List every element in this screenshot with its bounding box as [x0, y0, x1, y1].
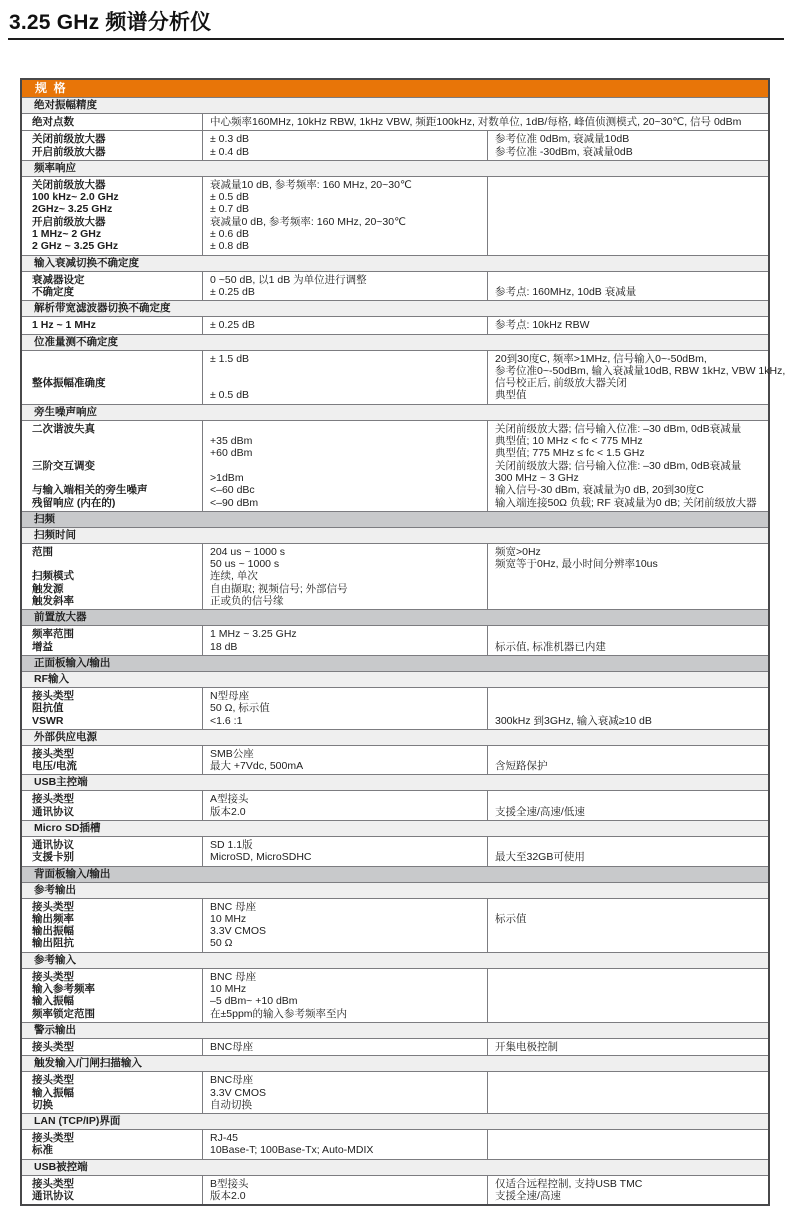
spec-line — [495, 274, 762, 286]
spec-line: 开启前级放大器 — [32, 145, 106, 158]
spec-line: 连续, 单次 — [210, 570, 258, 583]
spec-value-cell — [202, 1072, 487, 1113]
section-header: RF输入 — [22, 671, 768, 687]
spec-line — [32, 389, 196, 401]
spec-line: 3.3V CMOS — [210, 925, 267, 938]
spec-line: SMB公座 — [210, 747, 254, 760]
spec-line: +35 dBm — [210, 435, 253, 448]
spec-line: –5 dBm~ +10 dBm — [210, 995, 298, 1008]
spec-line: MicroSD, MicroSDHC — [210, 851, 312, 864]
spec-line: 1 MHz ~ 3.25 GHz — [210, 628, 297, 641]
spec-line: RJ-45 — [210, 1132, 239, 1145]
spec-value-cell — [202, 544, 487, 609]
spec-line: 50 us ~ 1000 s — [210, 558, 280, 571]
spec-line: VSWR — [32, 714, 64, 727]
spec-note-cell — [487, 131, 768, 160]
section-header: 扫频时间 — [22, 527, 768, 543]
spec-label-cell — [22, 791, 202, 820]
spec-line: 2GHz~ 3.25 GHz — [32, 203, 113, 216]
spec-block — [22, 1129, 768, 1159]
spec-line: 典型值; 775 MHz ≤ fc < 1.5 GHz — [495, 447, 645, 460]
spec-line — [495, 628, 762, 640]
spec-line: 接头类型 — [32, 747, 74, 760]
spec-line: 绝对点数 — [32, 116, 74, 128]
spec-value-cell — [202, 837, 487, 866]
spec-line: 接头类型 — [32, 900, 74, 913]
spec-line: 与输入端相关的旁生噪声 — [32, 484, 148, 497]
spec-label-cell — [22, 899, 202, 952]
spec-line: 0 ~50 dB, 以1 dB 为单位进行调整 — [210, 273, 367, 286]
spec-line: 正或负的信号缘 — [210, 595, 284, 608]
spec-label-cell — [22, 317, 202, 333]
spec-line: ± 0.25 dB — [210, 285, 255, 298]
spec-line: 电压/电流 — [32, 760, 77, 773]
spec-line: 18 dB — [210, 640, 238, 653]
spec-note-cell — [487, 1176, 768, 1205]
spec-block — [22, 790, 768, 820]
spec-line: 2 GHz ~ 3.25 GHz — [32, 240, 119, 253]
spec-line: 10 MHz — [210, 983, 247, 996]
spec-line: 300kHz 到3GHz, 输入衰减≥10 dB — [495, 714, 652, 727]
spec-line: ± 0.6 dB — [210, 228, 250, 241]
spec-value-cell — [202, 351, 487, 404]
spec-line: ± 0.3 dB — [210, 133, 250, 146]
spec-label-cell — [22, 544, 202, 609]
spec-line: 版本2.0 — [210, 805, 246, 818]
spec-line: 参考点: 10kHz RBW — [495, 319, 590, 332]
spec-line: 最大至32GB可使用 — [495, 851, 585, 864]
spec-label-cell — [22, 688, 202, 729]
spec-line: 频率范围 — [32, 628, 74, 641]
spec-line: 三阶交互调变 — [32, 459, 95, 472]
spec-value-cell — [202, 899, 487, 952]
spec-value-cell — [202, 1130, 487, 1159]
spec-line: 关闭前级放大器 — [32, 133, 106, 146]
spec-block — [22, 271, 768, 301]
spec-note-cell — [487, 544, 768, 609]
spec-line: 支援全速/高速/低速 — [495, 805, 585, 818]
spec-label-cell — [22, 272, 202, 301]
spec-value-cell — [202, 131, 487, 160]
spec-line — [495, 901, 762, 913]
section-header: 参考输入 — [22, 952, 768, 968]
spec-line: 频宽>0Hz — [495, 545, 541, 558]
spec-line — [495, 583, 762, 595]
spec-line — [210, 423, 481, 435]
spec-value-cell — [202, 626, 487, 655]
spec-line: 自由撷取; 视频信号; 外部信号 — [210, 582, 348, 595]
spec-line: 支援卡别 — [32, 851, 74, 864]
spec-line: ± 1.5 dB — [210, 352, 250, 365]
section-header: 触发输入/门闸扫描输入 — [22, 1055, 768, 1071]
spec-line: 范围 — [32, 545, 53, 558]
spec-block — [22, 1038, 768, 1055]
spec-line: ± 0.8 dB — [210, 240, 250, 253]
section-header: 扫频 — [22, 511, 768, 527]
spec-value-cell — [202, 421, 487, 511]
spec-line: 输入信号-30 dBm, 衰减量为0 dB, 20到30度C — [495, 484, 704, 497]
spec-label-cell — [22, 351, 202, 404]
spec-line — [32, 353, 196, 365]
spec-label-cell — [22, 114, 202, 130]
spec-line: 增益 — [32, 640, 53, 653]
spec-line: <–90 dBm — [210, 496, 259, 509]
spec-line: 扫频模式 — [32, 570, 74, 583]
spec-line: 通讯协议 — [32, 838, 74, 851]
spec-line — [495, 690, 762, 702]
spec-line — [210, 365, 481, 377]
spec-block — [22, 625, 768, 655]
spec-line — [32, 558, 196, 570]
spec-line: 1 Hz ~ 1 MHz — [32, 319, 96, 332]
spec-label-cell — [22, 746, 202, 775]
spec-line: 1 MHz~ 2 GHz — [32, 228, 102, 241]
spec-line: 在±5ppm的输入参考频率至内 — [210, 1007, 348, 1020]
spec-line: 典型值 — [495, 389, 527, 402]
spec-line: BNC母座 — [210, 1040, 254, 1053]
spec-label-cell — [22, 626, 202, 655]
spec-line — [495, 570, 762, 582]
spec-value-cell — [202, 272, 487, 301]
spec-label-cell — [22, 1130, 202, 1159]
spec-line: 标示值, 标准机器已内建 — [495, 640, 606, 653]
spec-note-cell — [487, 688, 768, 729]
spec-line: 典型值; 10 MHz < fc < 775 MHz — [495, 435, 643, 448]
spec-note-cell — [487, 421, 768, 511]
spec-note-cell — [487, 791, 768, 820]
section-header: LAN (TCP/IP)界面 — [22, 1113, 768, 1129]
spec-label-cell — [22, 421, 202, 511]
spec-label-cell — [22, 837, 202, 866]
spec-line: BNC 母座 — [210, 900, 257, 913]
spec-label-cell — [22, 131, 202, 160]
spec-line: 接头类型 — [32, 1132, 74, 1145]
spec-line: B型接头 — [210, 1177, 249, 1190]
spec-line: 切换 — [32, 1098, 53, 1111]
section-header: 外部供应电源 — [22, 729, 768, 745]
spec-line: 衰减器设定 — [32, 273, 85, 286]
spec-line: 信号校正后, 前级放大器关闭 — [495, 377, 627, 390]
spec-line: 10 MHz — [210, 912, 247, 925]
table-title-bar — [22, 80, 768, 97]
spec-line: 关闭前级放大器; 信号输入位准: –30 dBm, 0dB衰减量 — [495, 422, 742, 435]
spec-value-cell — [202, 746, 487, 775]
spec-line — [210, 377, 481, 389]
spec-line: 接头类型 — [32, 970, 74, 983]
spec-note-cell — [487, 1072, 768, 1113]
spec-line: 300 MHz ~ 3 GHz — [495, 471, 579, 484]
section-header: 解析带宽滤波器切换不确定度 — [22, 300, 768, 316]
spec-value-cell — [202, 1176, 487, 1205]
spec-line: 通讯协议 — [32, 1190, 74, 1203]
spec-line: 接头类型 — [32, 793, 74, 806]
spec-line: 输出振幅 — [32, 925, 74, 938]
spec-line: 衰减量0 dB, 参考频率: 160 MHz, 20~30℃ — [210, 215, 406, 228]
spec-line: 接头类型 — [32, 1177, 74, 1190]
spec-value-cell — [202, 114, 768, 130]
spec-line: ± 0.4 dB — [210, 145, 250, 158]
spec-note-cell — [487, 1130, 768, 1159]
spec-block — [22, 176, 768, 255]
spec-line: 输出频率 — [32, 912, 74, 925]
spec-note-cell — [487, 746, 768, 775]
spec-line: 开启前级放大器 — [32, 215, 106, 228]
spec-line: <1.6 :1 — [210, 714, 243, 727]
spec-line: 不确定度 — [32, 285, 74, 298]
spec-line: 输出阻抗 — [32, 937, 74, 950]
spec-block — [22, 1175, 768, 1205]
spec-line: 频宽等于0Hz, 最小时间分辨率10us — [495, 558, 658, 571]
spec-value-cell — [202, 177, 487, 255]
spec-line: ± 0.5 dB — [210, 191, 250, 204]
spec-line: 关闭前级放大器; 信号输入位准: –30 dBm, 0dB衰减量 — [495, 459, 742, 472]
spec-label-cell — [22, 1176, 202, 1205]
section-header: USB被控端 — [22, 1159, 768, 1175]
spec-line: 支援全速/高速 — [495, 1190, 561, 1203]
section-header: 背面板输入/输出 — [22, 866, 768, 882]
section-header: 警示输出 — [22, 1022, 768, 1038]
spec-note-cell — [487, 272, 768, 301]
spec-line: 接头类型 — [32, 689, 74, 702]
spec-note-cell — [487, 969, 768, 1022]
spec-line: 含短路保护 — [495, 760, 548, 773]
spec-line: 50 Ω — [210, 937, 233, 950]
spec-line: 残留响应 (内在的) — [32, 496, 116, 509]
spec-block — [22, 898, 768, 952]
spec-line: 204 us ~ 1000 s — [210, 545, 286, 558]
section-header: 位准量测不确定度 — [22, 334, 768, 350]
spec-value-cell — [202, 791, 487, 820]
title-rule — [8, 38, 784, 40]
spec-note-cell — [487, 899, 768, 952]
spec-value-cell — [202, 317, 487, 333]
spec-line: 10Base-T; 100Base-Tx; Auto-MDIX — [210, 1144, 374, 1157]
spec-line — [495, 937, 762, 949]
spec-line: 关闭前级放大器 — [32, 178, 106, 191]
spec-line: 触发斜率 — [32, 595, 74, 608]
spec-block — [22, 316, 768, 333]
spec-line — [495, 748, 762, 760]
spec-line: 输入端连接50Ω 负载; RF 衰减量为0 dB; 关闭前级放大器 — [495, 496, 757, 509]
spec-line — [32, 365, 196, 377]
section-header: 正面板输入/输出 — [22, 655, 768, 671]
spec-line: ± 0.5 dB — [210, 389, 250, 402]
spec-value-cell — [202, 688, 487, 729]
spec-line: 输入振幅 — [32, 1086, 74, 1099]
spec-value-cell — [202, 969, 487, 1022]
spec-note-cell — [487, 837, 768, 866]
section-header: 输入衰减切换不确定度 — [22, 255, 768, 271]
spec-line: 50 Ω, 标示值 — [210, 702, 270, 715]
section-header: 绝对振幅精度 — [22, 97, 768, 113]
spec-line: 标准 — [32, 1144, 53, 1157]
spec-line — [495, 793, 762, 805]
spec-line: >1dBm — [210, 471, 244, 484]
spec-line: 自动切换 — [210, 1098, 252, 1111]
spec-line: <–60 dBc — [210, 484, 255, 497]
section-header: USB主控端 — [22, 774, 768, 790]
section-header: 参考输出 — [22, 882, 768, 898]
section-header: 前置放大器 — [22, 609, 768, 625]
spec-line: BNC 母座 — [210, 970, 257, 983]
spec-line: 频率锁定范围 — [32, 1007, 95, 1020]
spec-line: 最大 +7Vdc, 500mA — [210, 760, 304, 773]
section-header: 旁生噪声响应 — [22, 404, 768, 420]
spec-block — [22, 543, 768, 609]
spec-line: N型母座 — [210, 689, 250, 702]
spec-line: 通讯协议 — [32, 805, 74, 818]
spec-line: 参考点: 160MHz, 10dB 衰减量 — [495, 285, 637, 298]
sections-container — [22, 97, 786, 1204]
spec-line — [32, 472, 196, 484]
table-title: 规 格 — [35, 81, 66, 95]
spec-line: 20到30度C, 频率>1MHz, 信号输入0~-50dBm, — [495, 352, 707, 365]
section-header: Micro SD插槽 — [22, 820, 768, 836]
spec-line: 标示值 — [495, 912, 527, 925]
spec-label-cell — [22, 1072, 202, 1113]
spec-label-cell — [22, 969, 202, 1022]
spec-line: 参考位准 -30dBm, 衰减量0dB — [495, 145, 633, 158]
spec-note-cell — [487, 177, 768, 255]
spec-block — [22, 968, 768, 1022]
spec-block — [22, 350, 786, 404]
spec-line — [32, 435, 196, 447]
spec-line: ± 0.25 dB — [210, 319, 255, 332]
spec-block — [22, 130, 768, 160]
spec-line: 整体振幅准确度 — [32, 377, 106, 390]
spec-line — [495, 839, 762, 851]
page-title: 3.25 GHz 频谱分析仪 — [9, 11, 212, 34]
spec-line: 衰减量10 dB, 参考频率: 160 MHz, 20~30℃ — [210, 178, 412, 191]
spec-note-cell — [487, 1039, 768, 1055]
spec-line: A型接头 — [210, 793, 249, 806]
spec-line: 输入参考频率 — [32, 983, 95, 996]
spec-block — [22, 836, 768, 866]
spec-line: 二次谐波失真 — [32, 422, 95, 435]
spec-line: 中心频率160MHz, 10kHz RBW, 1kHz VBW, 频距100kHz, 对数单位, 1dB/每格, 峰值侦测模式, 20~30℃, 信号 0dBm — [210, 116, 742, 128]
spec-value-cell — [202, 1039, 487, 1055]
spec-note-cell — [487, 317, 768, 333]
spec-line: SD 1.1版 — [210, 838, 253, 851]
spec-line — [210, 460, 481, 472]
spec-line: 参考位准 0dBm, 衰减量10dB — [495, 133, 630, 146]
spec-line — [495, 925, 762, 937]
spec-line: 接头类型 — [32, 1074, 74, 1087]
spec-line: BNC母座 — [210, 1074, 254, 1087]
spec-line: 仅适合远程控制, 支持USB TMC — [495, 1177, 643, 1190]
spec-note-cell — [487, 351, 791, 404]
spec-line — [495, 595, 762, 607]
spec-note-cell — [487, 626, 768, 655]
spec-line: 开集电极控制 — [495, 1040, 558, 1053]
spec-table — [20, 78, 786, 1206]
spec-line: 3.3V CMOS — [210, 1086, 267, 1099]
spec-line: 100 kHz~ 2.0 GHz — [32, 191, 119, 204]
spec-label-cell — [22, 177, 202, 255]
spec-block — [22, 745, 768, 775]
spec-line: 版本2.0 — [210, 1190, 246, 1203]
spec-block — [22, 420, 768, 511]
section-header: 频率响应 — [22, 160, 768, 176]
spec-block — [22, 1071, 768, 1113]
spec-line: 触发源 — [32, 582, 64, 595]
spec-line: 输入振幅 — [32, 995, 74, 1008]
spec-block — [22, 113, 768, 130]
spec-line: +60 dBm — [210, 447, 253, 460]
spec-line: ± 0.7 dB — [210, 203, 250, 216]
spec-line: 阻抗值 — [32, 702, 64, 715]
spec-block — [22, 687, 768, 729]
spec-line: 接头类型 — [32, 1040, 74, 1053]
spec-line — [495, 702, 762, 714]
spec-line: 参考位准0~-50dBm, 输入衰减量10dB, RBW 1kHz, VBW 1kHz, — [495, 364, 786, 377]
spec-label-cell — [22, 1039, 202, 1055]
spec-line — [32, 447, 196, 459]
